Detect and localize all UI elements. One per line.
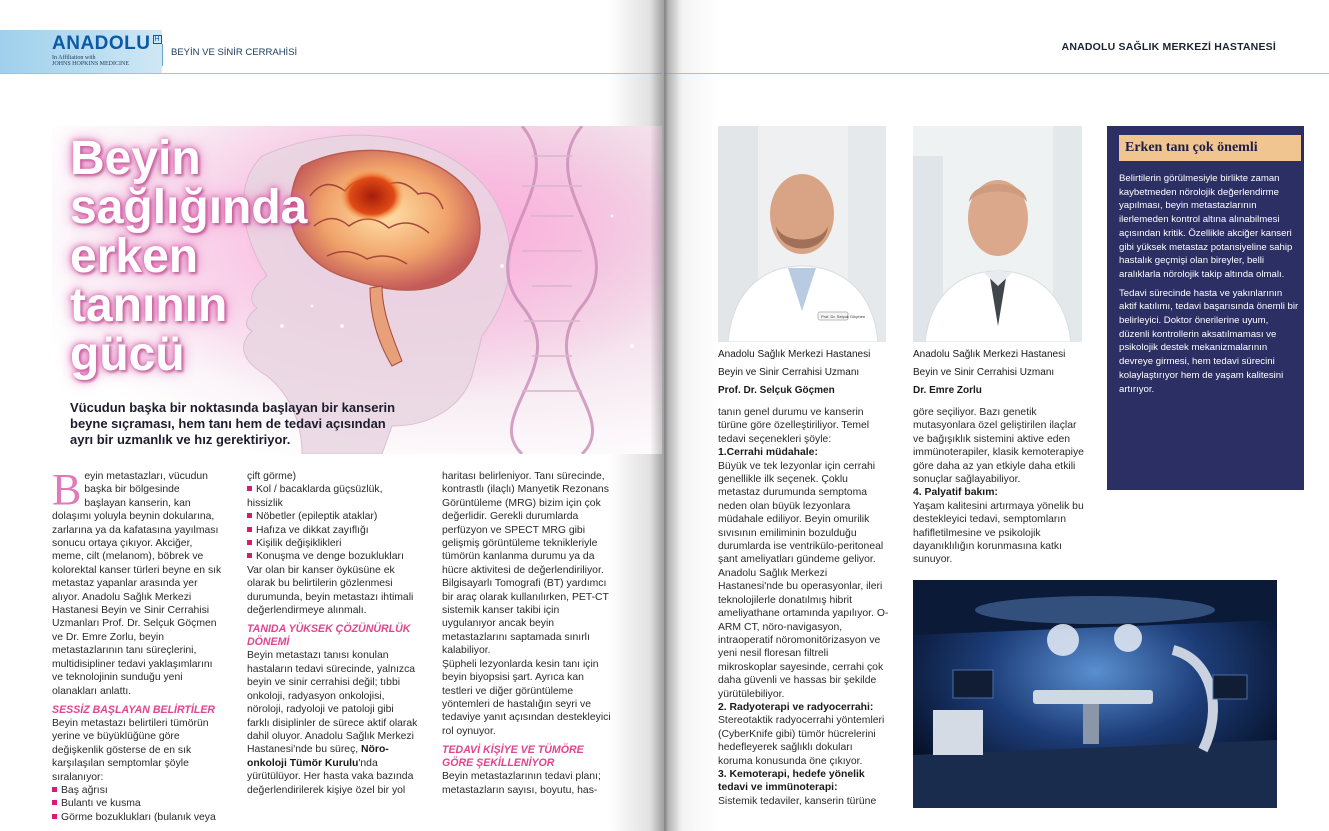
paragraph: Var olan bir kanser öyküsüne ek olarak bu belirtilerin gözlenmesi durumunda, beyin metastazı ihtimali değerlendirmeye alınmalı.: [247, 564, 414, 617]
brand-mark-icon: H: [154, 36, 160, 43]
text-column-1: [52, 465, 224, 824]
hybrid-operating-room-image: [913, 580, 1277, 808]
paragraph: Stereotaktik radyocerrahi yöntemleri (CyberKnife gibi) tümör hücrelerini hedefleyerek sağlıklı dokuları koruma konusunda öne çıkıyor.: [718, 715, 885, 767]
paragraph: haritası belirleniyor. Tanı sürecinde, kontrastlı (ilaçlı) Manyetik Rezonans Görüntüleme (MRG) bizim için çok değerlidir. Gerekli durumlarda perfüzyon ve SPECT MRG gibi gelişmiş görüntüleme teknikleriyle tümörün kanlanma durumu ya da hücre aktivitesi de değerlendiriliyor. Bilgisayarlı Tomografi (BT) yardımcı bir araç olarak kullanılırken, PET-CT sistemik kanser takibi için uygulanıyor ancak beyin metastazlarını saptamada sınırlı kalabiliyor.: [442, 471, 609, 657]
text-column-3: [442, 470, 614, 797]
drop-cap: B: [52, 465, 82, 514]
info-box: [1107, 126, 1304, 490]
article-standfirst: Vücudun başka bir noktasında başlayan bir kanserin beyne sıçraması, hem tanı hem de tedavi açısından ayrı bir uzmanlık ve hız gerektiriyor.: [70, 400, 396, 447]
subhead-symptoms: SESSİZ BAŞLAYAN BELİRTİLER: [52, 703, 216, 716]
doctor-hospital: Anadolu Sağlık Merkezi Hastanesi: [913, 349, 1066, 360]
running-head: ANADOLU SAĞLIK MERKEZİ HASTANESİ: [1061, 41, 1276, 53]
paragraph: Beyin metastazı tanısı konulan hastaların tedavi sürecinde, yalnızca beyin ve sinir cerrahisi değil; tıbbi onkoloji, radyasyon onkolojisi, nöroloji, radyoloji ve patoloji gibi farklı disiplinler de sürece aktif olarak dahil oluyor. Anadolu Sağlık Merkezi Hastanesi'nde bu süreç, Nöro-onkoloji Tümör Kurulu'nda yürütülüyor. Her hasta vaka bazında değerlendirilerek kişiye özel bir yol: [247, 650, 418, 796]
treatment-heading: 4. Palyatif bakım:: [913, 487, 998, 499]
brand-affiliation-partner: JOHNS HOPKINS MEDICINE: [52, 61, 130, 67]
paragraph: Beyin metastazlarının tedavi planı; metastazların sayısı, boyutu, has-: [442, 771, 601, 796]
paragraph: tanın genel durumu ve kanserin türüne göre özelleştiriliyor. Temel tedavi seçenekleri şöyle:: [718, 407, 870, 445]
operating-room-photo: [913, 580, 1277, 808]
header-rule: [664, 73, 1329, 74]
brand-logo: ANADOLU: [52, 33, 151, 54]
subhead-treatment: TEDAVİ KİŞİYE VE TÜMÖRE GÖRE ŞEKİLLENİYOR: [442, 744, 584, 770]
doctor-hospital: Anadolu Sağlık Merkezi Hastanesi: [718, 349, 871, 360]
text-column-5: [913, 406, 1085, 567]
intro-paragraph: eyin metastazları, vücudun başka bir bölgesinde başlayan kanserin, kan dolaşımı yoluyla beynin dokularına, zarlarına ya da kafatasına yayılması sonucu ortaya çıkıyor. Akciğer, meme, cilt (melanom), böbrek ve kolorektal kanser türleri beyne en sık metastaz yapanlar arasında yer alıyor. Anadolu Sağlık Merkezi Hastanesi Beyin ve Sinir Cerrahisi Uzmanları Prof. Dr. Selçuk Göçmen ve Dr. Emre Zorlu, beyin metastazlarının tanı süreçlerini, multidisipliner tedavi yaklaşımlarını ve teknolojinin sunduğu yeni olanakları anlattı.: [52, 471, 222, 697]
info-box-body: [1119, 172, 1299, 401]
article-title: Beyin sağlığında erken tanının gücü: [70, 132, 308, 381]
paragraph: çift görme): [247, 471, 297, 482]
doctor-name: Dr. Emre Zorlu: [913, 385, 982, 396]
brand-block: [0, 30, 162, 73]
paragraph: Sistemik tedaviler, kanserin türüne: [718, 795, 877, 807]
treatment-heading: 2. Radyoterapi ve radyocerrahi:: [718, 701, 874, 713]
bullet-item: Baş ağrısı: [52, 784, 224, 797]
doctor-caption: [913, 346, 1093, 400]
name-badge: Prof. Dr. Selçuk Göçmen: [821, 314, 866, 319]
bullet-item: Bulantı ve kusma: [52, 797, 224, 810]
paragraph: Tedavi sürecinde hasta ve yakınlarının aktif katılımı, tedavi başarısında önemli bir belirleyici. Doktor önerilerine uyum, düzenli kontrollerin aksatılmaması ve psikolojik destek mekanizmalarının devreye girmesi, hem tedavi sürecini kolaylaştırıyor hem de yaşam kalitesini artırıyor.: [1119, 287, 1299, 395]
left-page: [0, 0, 662, 831]
text-column-4: [718, 406, 890, 808]
doctor-photo: [913, 126, 1082, 342]
doctor-title: Beyin ve Sinir Cerrahisi Uzmanı: [718, 367, 860, 378]
paragraph: Şüpheli lezyonlarda kesin tanı için beyin biyopsisi şart. Ayrıca kan testleri ve diğer görüntüleme yöntemleri de hastalığın seyri ve tedaviye yanıt açısından destekleyici rol oynuyor.: [442, 658, 611, 737]
header-rule: [0, 73, 662, 74]
brand-affiliation: In Affiliation with: [52, 55, 96, 61]
bullet-item: Konuşma ve denge bozuklukları: [247, 550, 419, 563]
doctor-portrait-image: [718, 126, 886, 342]
treatment-heading: 3. Kemoterapi, hedefe yönelik tedavi ve immünoterapi:: [718, 768, 865, 794]
paragraph: Beyin metastazı belirtileri tümörün yerine ve büyüklüğüne göre değişkenlik gösterse de en sık karşılaşılan semptomlar şöyle sıralanıyor:: [52, 717, 209, 783]
hero-banner: [52, 126, 662, 454]
doctor-portrait-image: [913, 126, 1082, 342]
bullet-item: Nöbetler (epileptik ataklar): [247, 510, 419, 523]
highlight-term: Nöro-onkoloji Tümör Kurulu: [247, 744, 389, 769]
doctor-caption: [718, 346, 898, 400]
doctor-title: Beyin ve Sinir Cerrahisi Uzmanı: [913, 367, 1055, 378]
paragraph: Belirtilerin görülmesiyle birlikte zaman kaybetmeden nörolojik değerlendirme yapılması, beyin metastazlarının ilerlemeden kontrol altına alınabilmesi açısından kritik. Özellikle akciğer kanseri gibi yüksek metastaz potansiyeline sahip hastalık geçmişi olan bireyler, belli aralıklarla nörolojik takip altında olmalı.: [1119, 173, 1293, 280]
page-gutter-shadow: [650, 0, 680, 831]
treatment-heading: 1.Cerrahi müdahale:: [718, 447, 818, 459]
bullet-item: Hafıza ve dikkat zayıflığı: [247, 524, 419, 537]
info-box-title: Erken tanı çok önemli: [1119, 135, 1301, 161]
bullet-item: Kişilik değişiklikleri: [247, 537, 419, 550]
bullet-item: Kol / bacaklarda güçsüzlük, hissizlik: [247, 483, 419, 510]
text-column-2: [247, 470, 419, 797]
paragraph: Büyük ve tek lezyonlar için cerrahi genellikle ilk seçenek. Çoklu metastaz durumunda semptoma neden olan büyük lezyonlara müdahale ediliyor. Beyin omurilik sıvısının emiliminin bozulduğu durumlarda ise ventrikülo-peritoneal şant ameliyatları gündeme geliyor. Anadolu Sağlık Merkezi Hastanesi'nde bu operasyonlar, ileri teknolojilerle donatılmış hibrit ameliyathane ortamında yapılıyor. O-ARM CT, nöro-navigasyon, intraoperatif nöromonitörizasyon ve yeni nesil floresan filtreli mikroskoplar sayesinde, cerrahi çok daha güvenli ve hassas bir şekilde yürütülebiliyor.: [718, 460, 889, 700]
section-label: BEYİN VE SİNİR CERRAHİSİ: [162, 44, 297, 66]
paragraph: Yaşam kalitesini artırmaya yönelik bu destekleyici tedavi, semptomların hafifletilmesine ve psikolojik dayanıklılığın korunmasına katkı sunuyor.: [913, 500, 1084, 566]
subhead-diagnosis: TANIDA YÜKSEK ÇÖZÜNÜRLÜK DÖNEMİ: [247, 623, 411, 649]
bullet-item: Görme bozuklukları (bulanık veya: [52, 811, 224, 824]
doctor-name: Prof. Dr. Selçuk Göçmen: [718, 385, 835, 396]
paragraph: göre seçiliyor. Bazı genetik mutasyonlara özel geliştirilen ilaçlar ve bağışıklık sistemini aktive eden immünoterapiler, klasik kemoterapiye göre daha az yan etkiyle daha etkili sonuçlar sağlayabiliyor.: [913, 407, 1084, 486]
doctor-photo: [718, 126, 886, 342]
